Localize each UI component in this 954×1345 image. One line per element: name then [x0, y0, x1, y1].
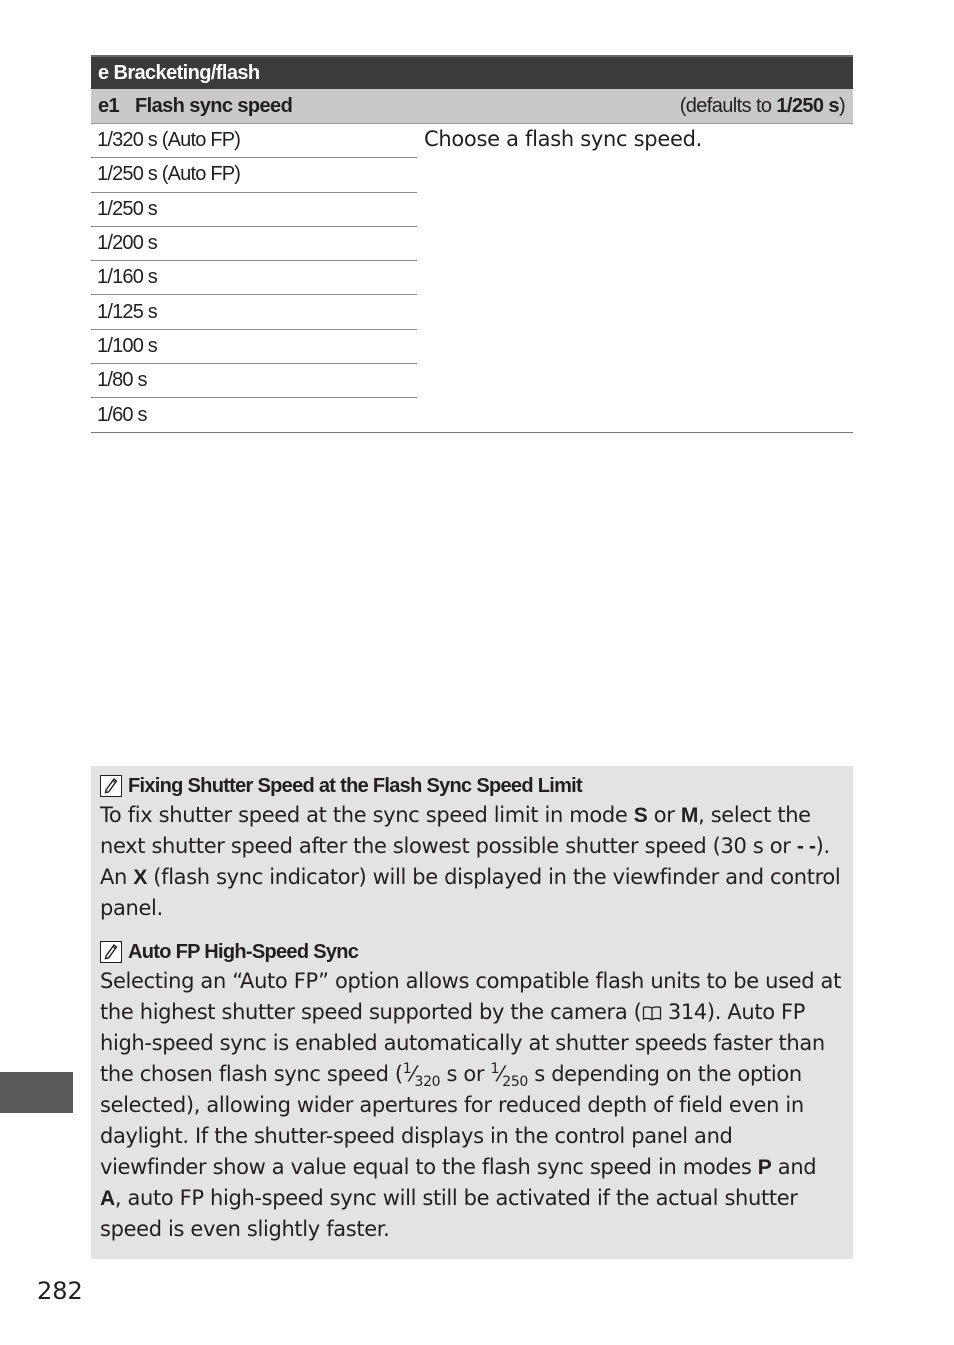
- item-heading: [98, 95, 292, 118]
- note-text: and: [771, 1155, 817, 1179]
- note-text: (flash sync indicator) will be displayed in the viewfinder and control panel.: [100, 865, 841, 920]
- item-header: [91, 89, 853, 124]
- pencil-icon: [100, 775, 122, 797]
- section-header: [91, 55, 853, 89]
- note-text: To fix shutter speed at the sync speed limit in mode: [100, 803, 634, 827]
- note-title-text: Auto FP High-Speed Sync: [128, 940, 359, 963]
- page-number: 282: [37, 1277, 83, 1305]
- note-title: [100, 938, 843, 966]
- fraction-numerator: 1: [402, 1061, 412, 1077]
- note-text: or: [647, 803, 681, 827]
- note-auto-fp: [100, 938, 843, 1245]
- default-suffix: ): [838, 94, 845, 117]
- option-item: 1/200 s: [91, 227, 417, 261]
- book-icon: [642, 1000, 662, 1024]
- option-item: 1/125 s: [91, 295, 417, 329]
- bulb-indicator: - -: [796, 835, 816, 858]
- note-body: Selecting an “Auto FP” option allows compatible flash units to be used at the highest shutter speed supported by the camera ( 314). Auto FP high-speed sync is enabled automatically at shutter speeds faster than the chosen flash sync speed ($^1⁄_{320}$ s or $^1⁄_{250}$ s depending on the option selected), allowing wider apertures for reduced depth of field even in daylight. If the shutter-speed displays in the control panel and viewfinder show a value equal to the flash sync speed in modes P and A, auto FP high-speed sync will still be activated if the actual shutter speed is even slightly faster.: [100, 969, 841, 1241]
- mode-s: S: [633, 804, 648, 827]
- mode-m: M: [680, 804, 699, 827]
- note-body: [100, 800, 843, 924]
- option-item: 1/80 s: [91, 364, 417, 398]
- option-item: 1/100 s: [91, 330, 417, 364]
- note-title: [100, 772, 843, 800]
- section-title: e Bracketing/flash: [98, 61, 260, 84]
- option-item: 1/250 s (Auto FP): [91, 158, 417, 192]
- note-text: ). An: [100, 834, 830, 889]
- fraction-numerator: 1: [490, 1061, 500, 1077]
- default-prefix: (defaults to: [679, 94, 777, 117]
- chapter-tab-marker: [0, 1072, 73, 1113]
- flash-sync-indicator: X: [133, 866, 147, 889]
- note-text: 314). Auto FP high-speed sync is enabled automatically at shutter speeds faster than the chosen flash sync speed (: [100, 1000, 825, 1086]
- option-item: 1/60 s: [97, 404, 147, 427]
- note-text: s or: [440, 1062, 491, 1086]
- mode-p: P: [757, 1156, 772, 1179]
- option-item: 1/250 s: [91, 193, 417, 227]
- mode-a: A: [100, 1187, 115, 1210]
- note-text: , auto FP high-speed sync will still be activated if the actual shutter speed is even slightly faster.: [100, 1186, 798, 1241]
- item-code: e1: [98, 94, 120, 117]
- note-text: s depending on the option selected), allowing wider apertures for reduced depth of field even in daylight. If the shutter-speed displays in the control panel and viewfinder show a value equal to the flash sync speed in modes: [100, 1062, 804, 1179]
- note-title-text: Fixing Shutter Speed at the Flash Sync Speed Limit: [128, 774, 582, 797]
- fraction-denominator: 320: [414, 1074, 441, 1091]
- item-title: Flash sync speed: [135, 94, 293, 117]
- default-value: 1/250 s: [776, 94, 839, 117]
- notes-panel: [91, 766, 853, 1259]
- item-default: [680, 95, 845, 118]
- option-item: 1/160 s: [91, 261, 417, 295]
- option-item: 1/320 s (Auto FP): [91, 124, 417, 158]
- option-description: Choose a flash sync speed.: [424, 127, 702, 151]
- fraction-denominator: 250: [502, 1074, 528, 1091]
- option-list: [91, 124, 417, 433]
- note-text: , select the next shutter speed after the slowest possible shutter speed (30 s or: [100, 803, 811, 858]
- table-bottom-rule: [91, 432, 853, 433]
- note-text: Selecting an “Auto FP” option allows compatible flash units to be used at the highest shutter speed supported by the camera (: [100, 969, 841, 1024]
- note-fixing-shutter-speed: [100, 772, 843, 924]
- pencil-icon: [100, 941, 122, 963]
